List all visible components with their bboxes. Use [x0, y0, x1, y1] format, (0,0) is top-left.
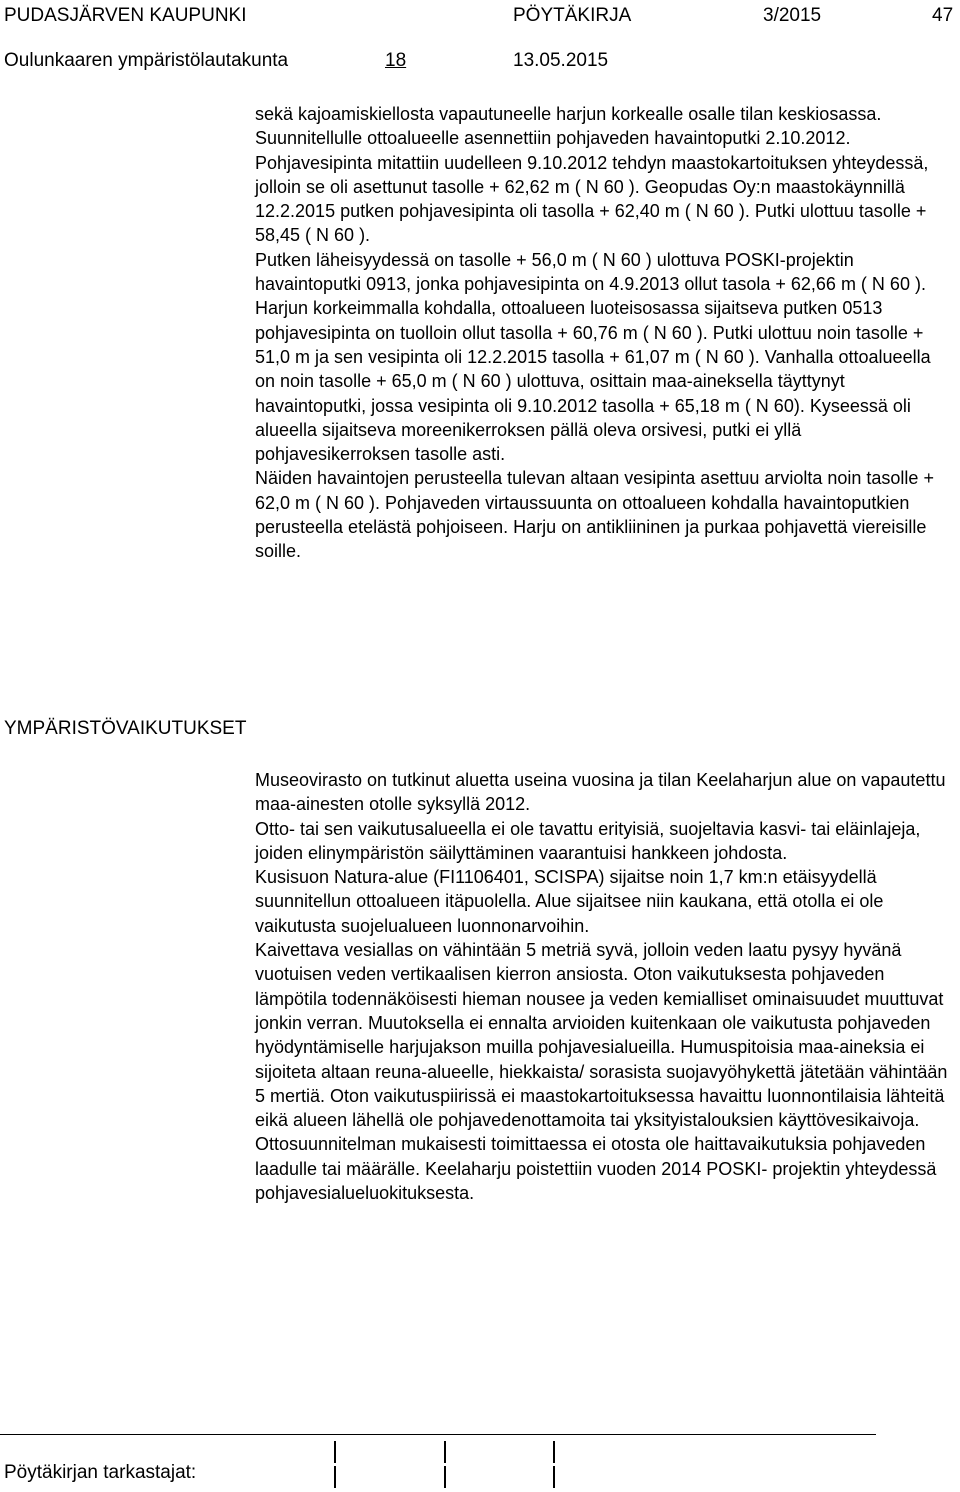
- signature-divider: [334, 1441, 336, 1463]
- section-heading-environmental-impacts: YMPÄRISTÖVAIKUTUKSET: [4, 718, 247, 739]
- groundwater-section: [255, 102, 955, 564]
- body-paragraph: Näiden havaintojen perusteella tulevan altaan vesipinta asettuu arviolta noin tasolle + 62,0 m ( N 60 ). Pohjaveden virtaussuunta on ottoalueen kohdalla havaintoputkien perusteella etelästä pohjoiseen. Harju on antikliininen ja purkaa pohjavettä viereisille soille.: [255, 468, 934, 562]
- signature-divider: [334, 1466, 336, 1488]
- signature-divider: [444, 1441, 446, 1463]
- reviewers-label: Pöytäkirjan tarkastajat:: [4, 1462, 197, 1483]
- environmental-impacts-section: [255, 768, 955, 1205]
- meeting-date: 13.05.2015: [513, 50, 609, 71]
- signature-divider: [553, 1441, 555, 1463]
- footer-divider: [0, 1434, 876, 1435]
- body-paragraph: Kusisuon Natura-alue (FI1106401, SCISPA) sijaitse noin 1,7 km:n etäisyydellä suunnitellun ottoalueen itäpuolella. Alue sijaitsee niin kaukana, että otolla ei ole vaikutusta suojelualueen luonnonarvoihin.: [255, 867, 884, 936]
- body-paragraph: Suunnitellulle ottoalueelle asennettiin pohjaveden havaintoputki 2.10.2012. Pohjavesipinta mitattiin uudelleen 9.10.2012 tehdyn maastokartoituksen yhteydessä, jolloin se oli asettunut tasolle + 62,62 m ( N 60 ). Geopudas Oy:n maastokäynnillä 12.2.2015 putken pohjavesipinta oli tasolla + 62,40 m ( N 60 ). Putki ulottuu tasolle + 58,45 ( N 60 ).: [255, 128, 929, 246]
- body-paragraph: Museovirasto on tutkinut aluetta useina vuosina ja tilan Keelaharjun alue on vapautettu maa-ainesten otolle syksyllä 2012.: [255, 770, 946, 815]
- page-number: 47: [932, 5, 954, 26]
- document-number: 3/2015: [763, 5, 822, 26]
- signature-divider: [553, 1466, 555, 1488]
- signature-divider: [444, 1466, 446, 1488]
- body-paragraph: Putken läheisyydessä on tasolle + 56,0 m ( N 60 ) ulottuva POSKI-projektin havaintoputki 0913, jonka pohjavesipinta on 4.9.2013 ollut tasola + 62,66 m ( N 60 ). Harjun korkeimmalla kohdalla, ottoalueen luoteisosassa sijaitseva putken 0513 pohjavesipinta on tuolloin ollut tasolla + 60,76 m ( N 60 ). Putki ulottuu noin tasolle + 51,0 m ja sen vesipinta oli 12.2.2015 tasolla + 61,07 m ( N 60 ). Vanhalla ottoalueella on noin tasolle + 65,0 m ( N 60 ) ulottuva, osittain maa-aineksella täyttynyt havaintoputki, jossa vesipinta oli 9.10.2012 tasolla + 65,18 m ( N 60). Kyseessä oli alueella sijaitseva moreenikerroksen pällä oleva orsivesi, putki ei yllä pohjavesikerroksen tasolle asti.: [255, 249, 931, 465]
- body-paragraph: sekä kajoamiskiellosta vapautuneelle harjun korkealle osalle tilan keskiosassa.: [255, 104, 882, 124]
- body-paragraph: Kaivettava vesiallas on vähintään 5 metriä syvä, jolloin veden laatu pysyy hyvänä vuotuisen veden vertikaalisen kierron ansiosta. Oton vaikutuksesta pohjaveden lämpötila todennäköisesti hieman nousee ja veden kemialliset ominaisuudet muuttuvat jonkin verran. Muutoksella ei ennalta arvioiden kuitenkaan ole vaikutusta pohjaveden hyödyntämiselle harjujakson muilla pohjavesialueilla. Humuspitoisia maa-aineksia ei sijoiteta altaan reuna-alueelle, hiekkaista/ sorasista suojavyöhykettä jätetään vähintään 5 mertiä. Oton vaikutuspiirissä ei maastokartoituksessa havaittu luonnontilaisia lähteitä eikä alueen lähellä ole pohjavedenottamoita tai yksityistalouksien käyttövesikaivoja. Ottosuunnitelman mukaisesti toimittaessa ei otosta ole haittavaikutuksia pohjaveden laadulle tai määrälle. Keelaharju poistettiin vuoden 2014 POSKI- projektin yhteydessä pohjavesialueluokituksesta.: [255, 940, 948, 1204]
- section-number: 18: [385, 50, 407, 71]
- committee-name: Oulunkaaren ympäristölautakunta: [4, 50, 289, 71]
- body-paragraph: Otto- tai sen vaikutusalueella ei ole tavattu erityisiä, suojeltavia kasvi- tai eläinlajeja, joiden elinympäristön säilyttäminen vaarantuisi hankkeen johdosta.: [255, 818, 921, 863]
- document-type: PÖYTÄKIRJA: [513, 5, 632, 26]
- organization-name: PUDASJÄRVEN KAUPUNKI: [4, 5, 247, 26]
